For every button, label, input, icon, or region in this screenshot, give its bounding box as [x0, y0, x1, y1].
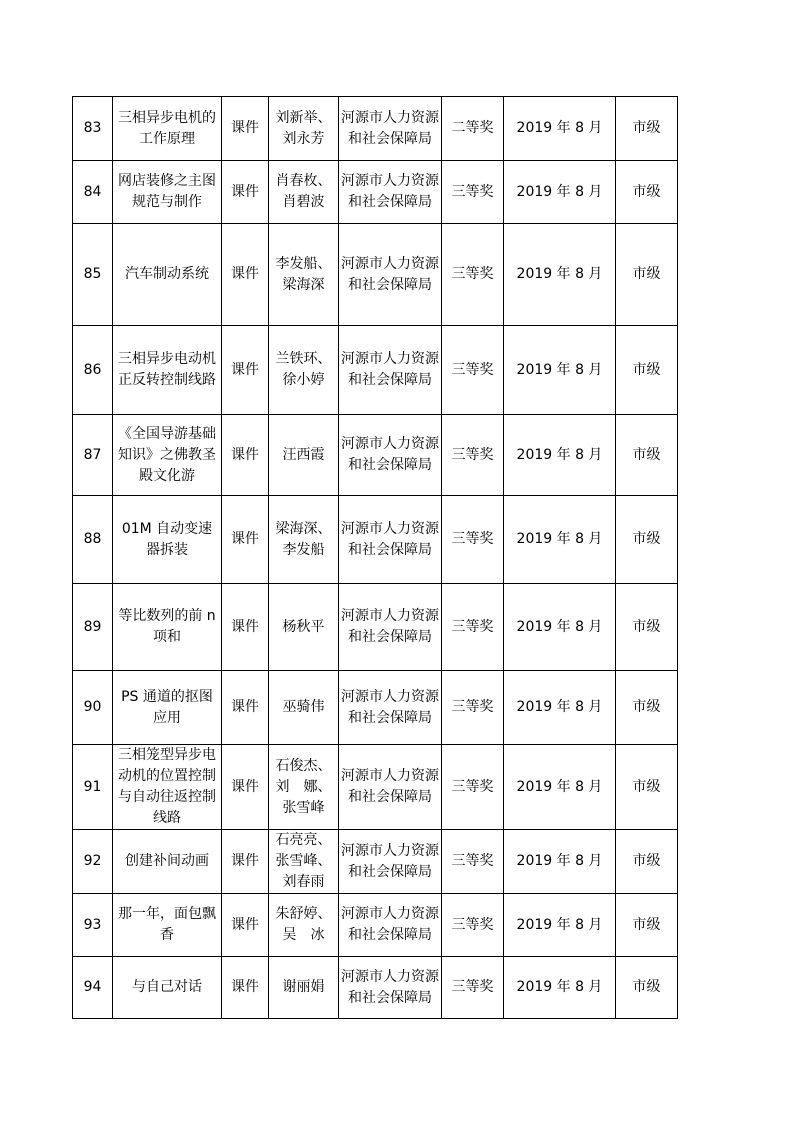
work-title: 三相异步电机的工作原理 [113, 97, 222, 161]
category: 课件 [222, 584, 269, 671]
authors: 汪西霞 [269, 415, 339, 496]
issuing-organization: 河源市人力资源和社会保障局 [339, 224, 442, 326]
award-level: 三等奖 [442, 830, 504, 894]
issuing-organization: 河源市人力资源和社会保障局 [339, 415, 442, 496]
table-row [73, 957, 678, 1019]
authors: 李发船、梁海深 [269, 224, 339, 326]
category: 课件 [222, 326, 269, 415]
category: 课件 [222, 224, 269, 326]
scope-level: 市级 [616, 161, 678, 224]
issuing-organization: 河源市人力资源和社会保障局 [339, 894, 442, 957]
award-date: 2019 年 8 月 [504, 830, 616, 894]
award-level: 三等奖 [442, 326, 504, 415]
table-row [73, 830, 678, 894]
scope-level: 市级 [616, 415, 678, 496]
work-title: 01M 自动变速器拆装 [113, 496, 222, 584]
category: 课件 [222, 97, 269, 161]
scope-level: 市级 [616, 894, 678, 957]
row-number: 91 [73, 745, 113, 830]
table-row [73, 745, 678, 830]
authors: 杨秋平 [269, 584, 339, 671]
authors: 梁海深、李发船 [269, 496, 339, 584]
work-title: 三相异步电动机正反转控制线路 [113, 326, 222, 415]
work-title: 那一年，面包飘香 [113, 894, 222, 957]
category: 课件 [222, 671, 269, 745]
work-title: 《全国导游基础知识》之佛教圣殿文化游 [113, 415, 222, 496]
award-level: 三等奖 [442, 957, 504, 1019]
scope-level: 市级 [616, 671, 678, 745]
award-date: 2019 年 8 月 [504, 161, 616, 224]
award-level: 三等奖 [442, 161, 504, 224]
scope-level: 市级 [616, 584, 678, 671]
authors: 肖春枚、肖碧波 [269, 161, 339, 224]
authors: 巫骑伟 [269, 671, 339, 745]
row-number: 88 [73, 496, 113, 584]
award-date: 2019 年 8 月 [504, 957, 616, 1019]
award-date: 2019 年 8 月 [504, 496, 616, 584]
award-date: 2019 年 8 月 [504, 671, 616, 745]
category: 课件 [222, 496, 269, 584]
issuing-organization: 河源市人力资源和社会保障局 [339, 326, 442, 415]
row-number: 83 [73, 97, 113, 161]
table-row [73, 224, 678, 326]
row-number: 94 [73, 957, 113, 1019]
row-number: 89 [73, 584, 113, 671]
scope-level: 市级 [616, 830, 678, 894]
award-date: 2019 年 8 月 [504, 415, 616, 496]
table-row [73, 894, 678, 957]
table-row [73, 97, 678, 161]
authors: 石俊杰、刘 娜、张雪峰 [269, 745, 339, 830]
category: 课件 [222, 830, 269, 894]
row-number: 93 [73, 894, 113, 957]
award-date: 2019 年 8 月 [504, 224, 616, 326]
category: 课件 [222, 745, 269, 830]
issuing-organization: 河源市人力资源和社会保障局 [339, 97, 442, 161]
issuing-organization: 河源市人力资源和社会保障局 [339, 957, 442, 1019]
award-date: 2019 年 8 月 [504, 326, 616, 415]
award-level: 三等奖 [442, 496, 504, 584]
work-title: 与自己对话 [113, 957, 222, 1019]
award-level: 三等奖 [442, 415, 504, 496]
work-title: 三相笼型异步电动机的位置控制与自动往返控制线路 [113, 745, 222, 830]
category: 课件 [222, 894, 269, 957]
issuing-organization: 河源市人力资源和社会保障局 [339, 584, 442, 671]
category: 课件 [222, 415, 269, 496]
authors: 兰铁环、徐小婷 [269, 326, 339, 415]
award-date: 2019 年 8 月 [504, 584, 616, 671]
issuing-organization: 河源市人力资源和社会保障局 [339, 745, 442, 830]
award-level: 三等奖 [442, 745, 504, 830]
award-date: 2019 年 8 月 [504, 97, 616, 161]
authors: 朱舒婷、吴 冰 [269, 894, 339, 957]
work-title: 创建补间动画 [113, 830, 222, 894]
row-number: 85 [73, 224, 113, 326]
category: 课件 [222, 161, 269, 224]
table-row [73, 415, 678, 496]
table-row [73, 161, 678, 224]
award-date: 2019 年 8 月 [504, 745, 616, 830]
category: 课件 [222, 957, 269, 1019]
work-title: 网店装修之主图规范与制作 [113, 161, 222, 224]
table-row [73, 326, 678, 415]
row-number: 86 [73, 326, 113, 415]
scope-level: 市级 [616, 496, 678, 584]
row-number: 92 [73, 830, 113, 894]
table-row [73, 584, 678, 671]
issuing-organization: 河源市人力资源和社会保障局 [339, 671, 442, 745]
table-row [73, 496, 678, 584]
issuing-organization: 河源市人力资源和社会保障局 [339, 830, 442, 894]
award-level: 三等奖 [442, 224, 504, 326]
authors: 谢丽娟 [269, 957, 339, 1019]
issuing-organization: 河源市人力资源和社会保障局 [339, 496, 442, 584]
row-number: 90 [73, 671, 113, 745]
scope-level: 市级 [616, 224, 678, 326]
award-level: 三等奖 [442, 671, 504, 745]
issuing-organization: 河源市人力资源和社会保障局 [339, 161, 442, 224]
row-number: 84 [73, 161, 113, 224]
award-level: 三等奖 [442, 584, 504, 671]
scope-level: 市级 [616, 97, 678, 161]
award-level: 二等奖 [442, 97, 504, 161]
work-title: PS 通道的抠图应用 [113, 671, 222, 745]
row-number: 87 [73, 415, 113, 496]
scope-level: 市级 [616, 745, 678, 830]
work-title: 汽车制动系统 [113, 224, 222, 326]
scope-level: 市级 [616, 957, 678, 1019]
award-level: 三等奖 [442, 894, 504, 957]
authors: 石亮亮、张雪峰、刘春雨 [269, 830, 339, 894]
table-row [73, 671, 678, 745]
authors: 刘新举、刘永芳 [269, 97, 339, 161]
awards-table [72, 96, 678, 1019]
work-title: 等比数列的前 n 项和 [113, 584, 222, 671]
scope-level: 市级 [616, 326, 678, 415]
award-date: 2019 年 8 月 [504, 894, 616, 957]
